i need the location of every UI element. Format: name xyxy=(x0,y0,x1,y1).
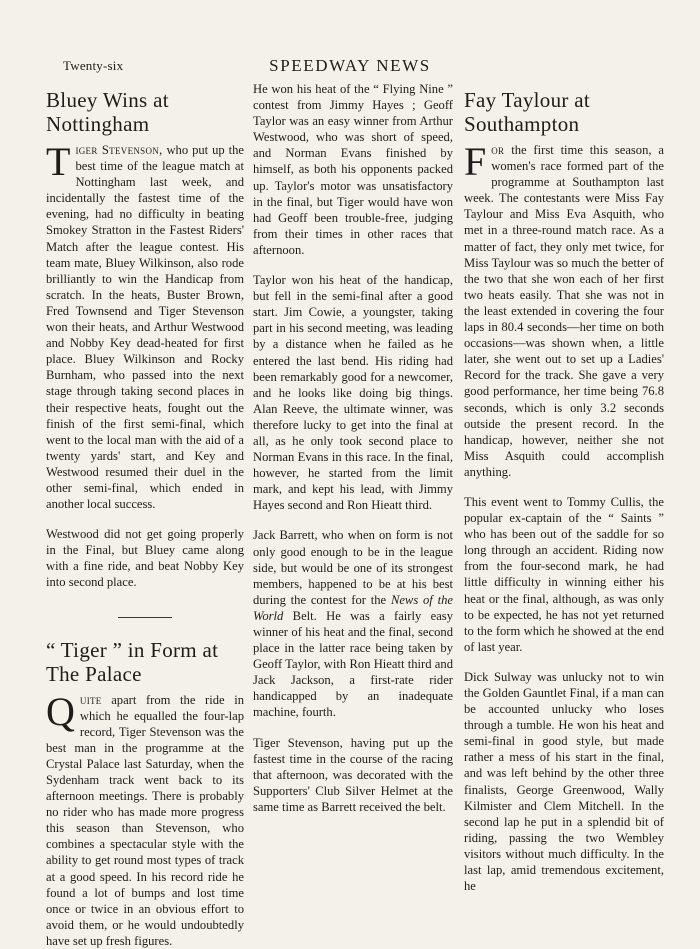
column-3 xyxy=(464,88,664,894)
article-bluey-paragraph-2: Westwood did not get going properly in the Final, but Bluey came along with a fine ride, and beat Nobby Key into second place. xyxy=(46,527,244,590)
paragraph-text: the first time this season, a women's race formed part of the programme at Southampton last week. The contestants were Miss Fay Taylour and Miss Eva Asquith, who met in a three-round match race. As a matter of fact, they only met twice, for Miss Taylour was so much the better of the two that she won each of her first two heats easily. That she was not in the least extended in covering the four laps in 80.4 seconds—her time on both occasions—was shown when, a little later, she went out to set up a Ladies' Record for the track. She gave a very good performance, her time being 76.8 seconds, which is only 3.2 seconds outside the present record. In the handicap, however, neither she not Miss Asquith could accomplish anything. xyxy=(464,143,664,479)
paragraph-text: Belt. He was a fairly easy winner of his heat and the final, second place in the latter race being taken by Geoff Taylor, with Ron Hieatt third and Jack Jackson, a first-rate rider handicapped by an inadequate machine, fourth. xyxy=(253,608,453,720)
drop-cap: T xyxy=(46,139,71,184)
article-title-tiger: “ Tiger ” in Form at The Palace xyxy=(46,637,219,686)
article-tiger-paragraph-4 xyxy=(253,527,453,720)
section-divider xyxy=(118,617,172,618)
column-1 xyxy=(46,88,244,949)
article-bluey-paragraph-1 xyxy=(46,139,244,512)
article-tiger-paragraph-1 xyxy=(46,688,244,949)
paragraph-text: who put up the best time of the league match at Nottingham last week, and incidentally the fastest time of the evening, had no difficulty in beating Smokey Stratton in the Fastest Riders' Match after the league contest. His team mate, Bluey Wilkinson, also rode brilliantly to win the Handicap from scratch. In the heats, Buster Brown, Fred Townsend and Tiger Stevenson won their heats, and Arthur Westwood and Nobby Key dead-heated for first place. Bluey Wilkinson and Rocky Burnham, who passed into the next stage through taking second places in their respective heats, fought out the finish of the first semi-final, which went to the local man with the aid of a twenty yards' start, and Key and Westwood resumed their duel in the other semi-final, which ended in another local success. xyxy=(46,143,244,512)
drop-cap: Q xyxy=(46,688,75,734)
running-head xyxy=(0,56,700,78)
article-fay-paragraph-3: Dick Sulway was unlucky not to win the Golden Gauntlet Final, if a man can be accounted unlucky who loses through a tumble. He won his heat and semi-final in good style, but made rather a mess of his start in the final, and was left behind by the other three finalists, George Greenwood, Wally Kilmister and Clem Mitchell. In the second lap he put in a splendid bit of riding, passing the two Wembley visitors without much difficulty. In the last lap, amid tremendous excitement, he xyxy=(464,669,664,894)
article-tiger-paragraph-3: Taylor won his heat of the handicap, but fell in the semi-final after a good start. Jim Cowie, a youngster, taking part in his second meeting, was leading by a distance when he failed as he entered the last bend. His riding had been remarkably good for a newcomer, and he looks like doing big things. Alan Reeve, the ultimate winner, was therefore lucky to get into the final at all, as he only took second place to Norman Evans in this race. In the final, however, he started from the limit mark, and kept his lead, with Jimmy Hayes second and Ron Hieatt third. xyxy=(253,273,453,513)
publication-title: SPEEDWAY NEWS xyxy=(269,56,431,75)
column-2 xyxy=(253,81,453,815)
lead-in: or xyxy=(491,143,505,157)
article-title-fay: Fay Taylour at Southampton xyxy=(464,88,590,136)
lead-in: uite xyxy=(79,692,102,707)
article-fay-paragraph-1 xyxy=(464,139,664,480)
article-tiger-paragraph-5: Tiger Stevenson, having put up the fastest time in the course of the racing that afternoon, was decorated with the Supporters' Club Silver Helmet at the same time as Barrett received the belt. xyxy=(253,735,453,814)
article-fay-paragraph-2: This event went to Tommy Cullis, the popular ex-captain of the “ Saints ” who has been out of the saddle for so long through an accident. Riding now from the four-second mark, he had little difficulty in winning either his heat or the final, although, as was only to be expected, he has not yet returned to the form which he showed at the end of last year. xyxy=(464,494,664,654)
article-title-bluey: Bluey Wins at Nottingham xyxy=(46,88,169,136)
italic-publication-name: News of the World xyxy=(253,592,453,623)
article-tiger-paragraph-2: He won his heat of the “ Flying Nine ” contest from Jimmy Hayes ; Geoff Taylor was an easy winner from Arthur Westwood, who was short of speed, and Norman Evans finished by himself, as both his opponents packed up. Taylor's motor was unsatisfactory in the final, but Tiger would have won had Geoff been trouble-free, judging from their times in other races that afternoon. xyxy=(253,82,453,257)
page-number: Twenty-six xyxy=(63,58,124,73)
paragraph-text: Jack Barrett, who when on form is not only good enough to be in the league side, but would be one of its strongest members, happened to be at his best during the contest for the xyxy=(253,528,453,607)
lead-in: iger Stevenson, xyxy=(75,143,163,157)
drop-cap: F xyxy=(464,139,487,184)
paragraph-text: apart from the ride in which he equalled the four-lap record, Tiger Stevenson was the best man in the programme at the Crystal Palace last Saturday, when the Sydenham track went back to its afternoon meetings. There is probably no rider who has made more progress this season than Stevenson, who combines a spectacular style with the ability to get round most types of track at a good speed. In his record ride he found a lot of bumps and lost time once or twice in an obvious effort to avoid them, or he would undoubtedly have set up fresh figures. xyxy=(46,692,244,948)
